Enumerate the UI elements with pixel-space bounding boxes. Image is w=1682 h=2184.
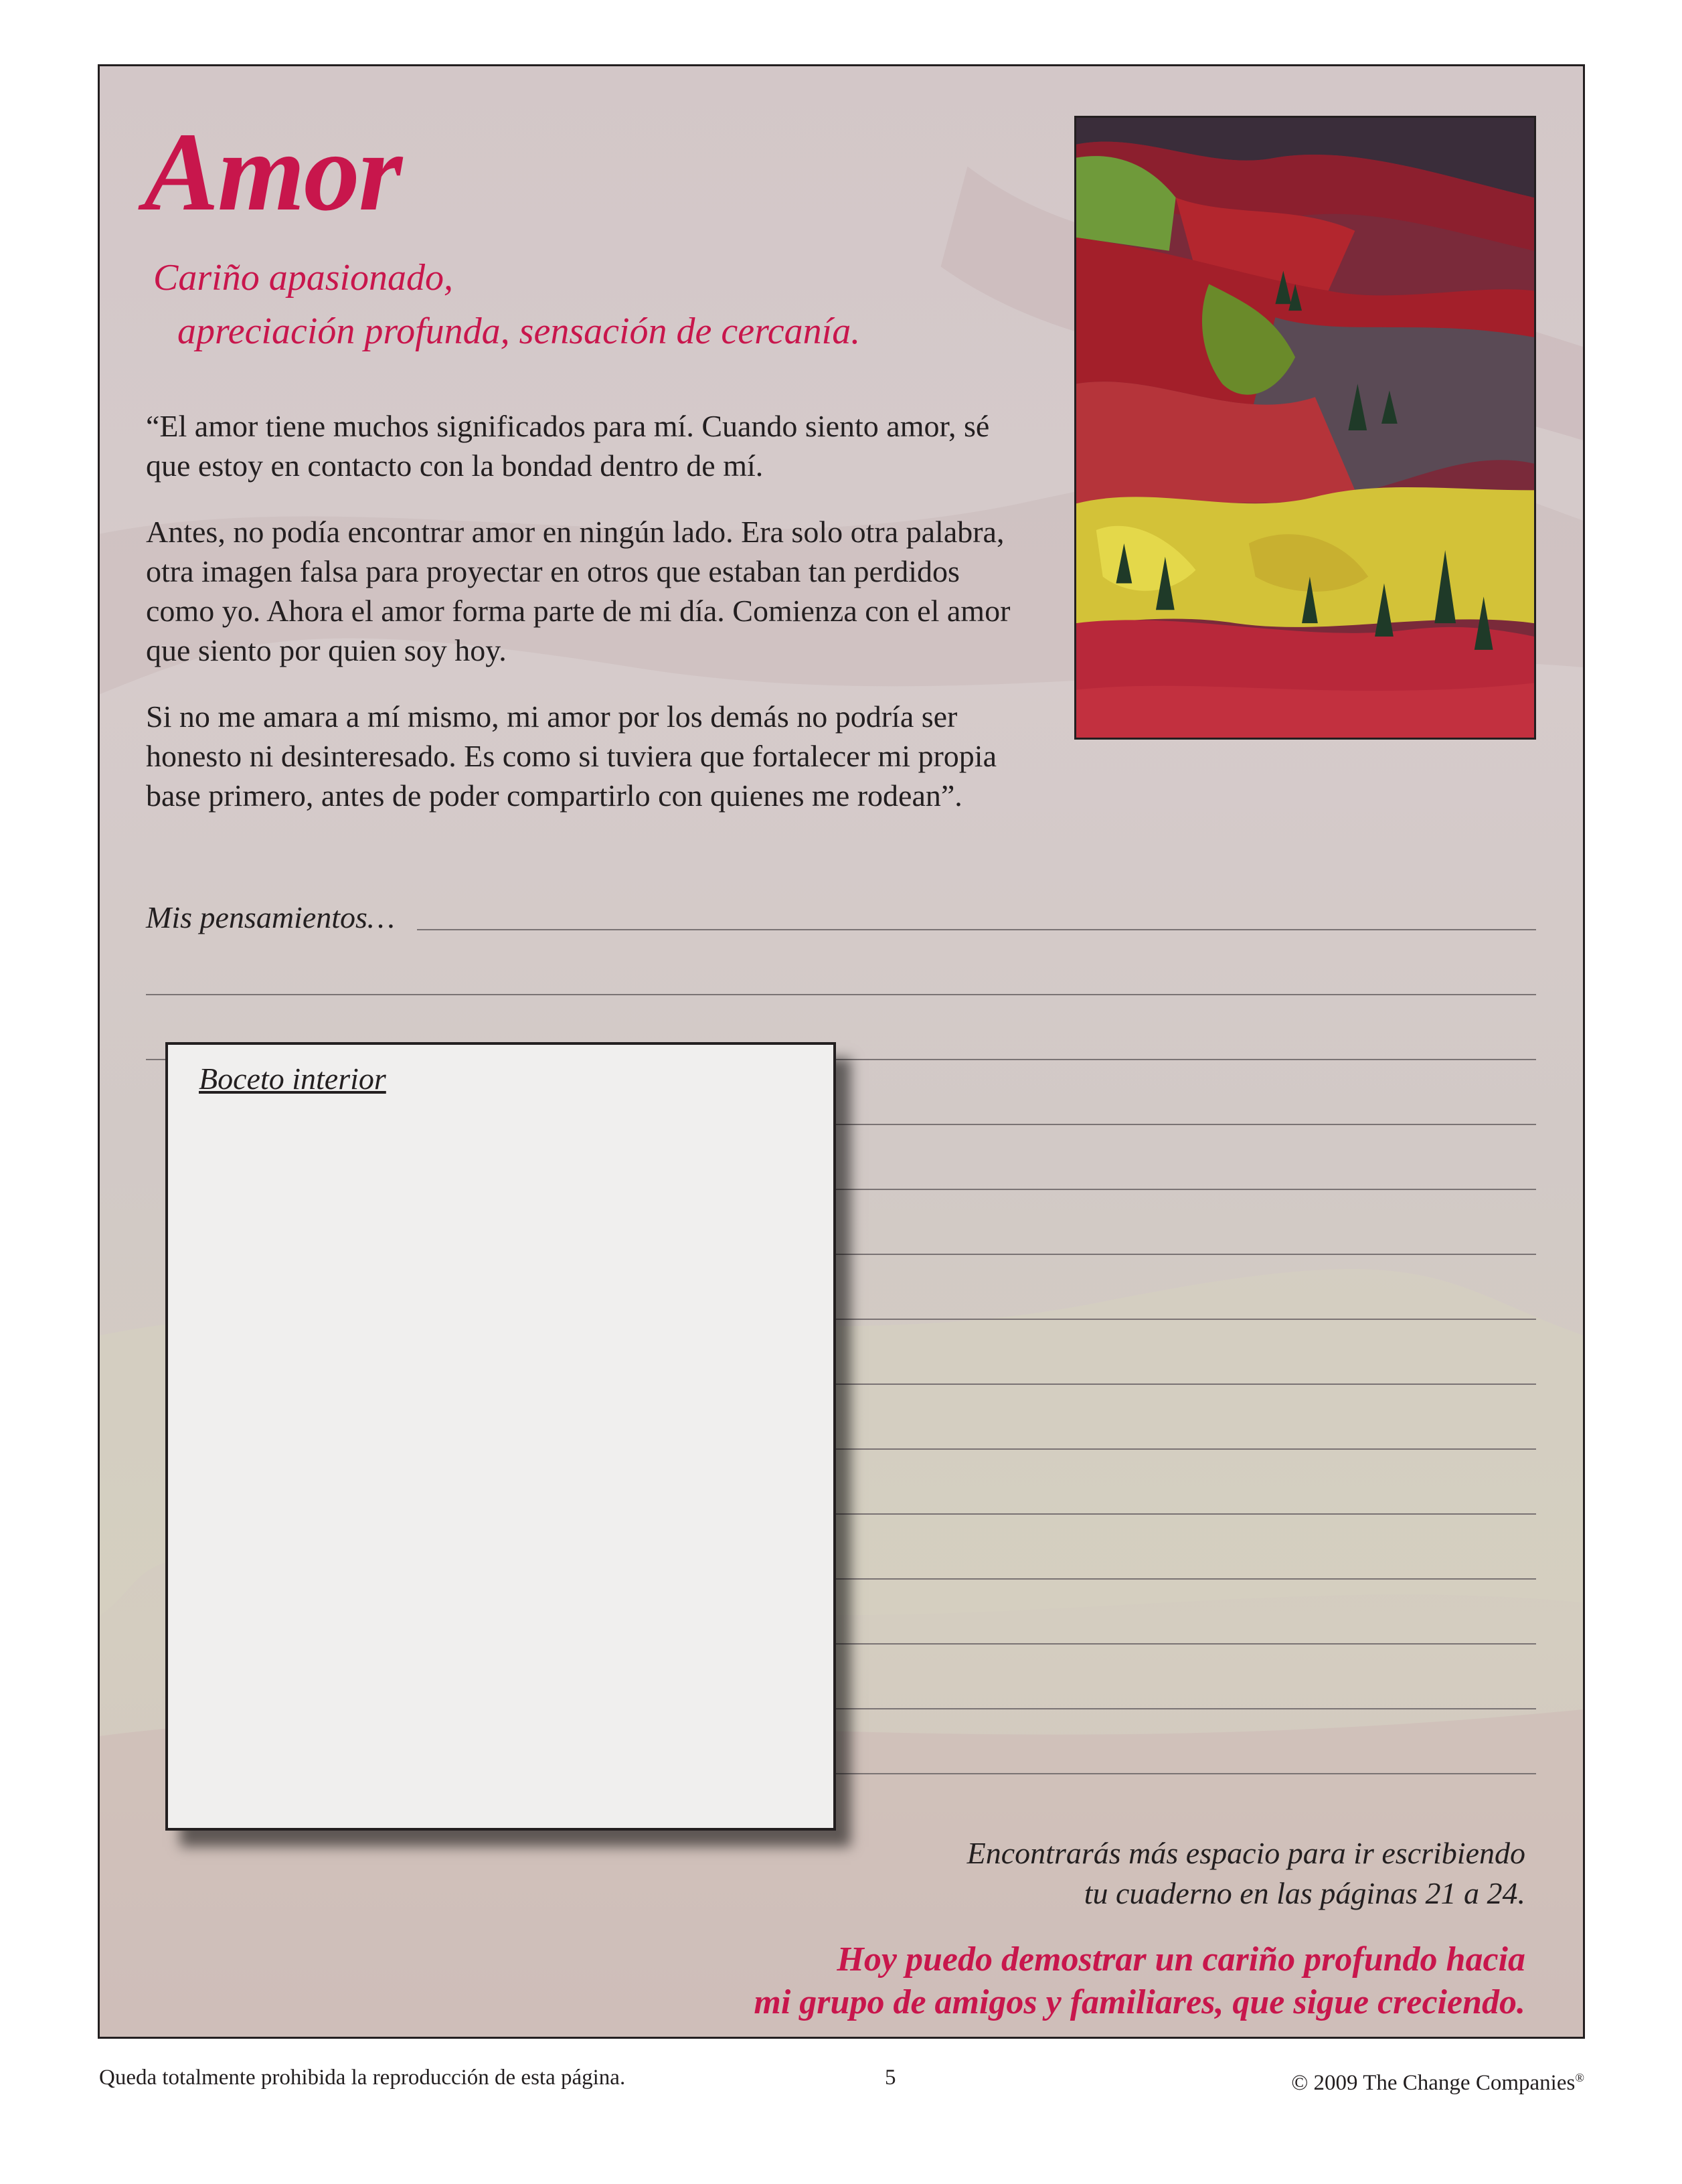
writing-line-7[interactable]	[836, 1319, 1536, 1320]
thoughts-label: Mis pensamientos…	[146, 900, 395, 934]
writing-line-4[interactable]	[836, 1124, 1536, 1125]
writing-line-1[interactable]	[417, 929, 1536, 930]
footer-notice: Queda totalmente prohibida la reproducción de esta página.	[99, 2066, 626, 2090]
inner-sketch-box[interactable]	[165, 1042, 836, 1831]
more-space-line-1: Encontrarás más espacio para ir escribiendo	[966, 1836, 1525, 1870]
subtitle-line-2: apreciación profunda, sensación de cercanía.	[177, 311, 861, 352]
more-space-note	[967, 1833, 1525, 1914]
page-subtitle	[153, 251, 860, 358]
writing-line-14[interactable]	[836, 1773, 1536, 1774]
page-number: 5	[885, 2066, 896, 2090]
quote-paragraph-3: Si no me amara a mí mismo, mi amor por los demás no podría ser honesto ni desinteresado. Es como si tuviera que fortalecer mi propia base primero, antes de poder compartirlo con quienes me rodean”.	[146, 699, 997, 813]
writing-line-5[interactable]	[836, 1189, 1536, 1190]
quote-body	[146, 406, 1029, 842]
writing-line-9[interactable]	[836, 1448, 1536, 1450]
more-space-line-2: tu cuaderno en las páginas 21 a 24.	[1084, 1876, 1525, 1910]
subtitle-line-1: Cariño apasionado,	[153, 257, 454, 299]
writing-line-11[interactable]	[836, 1578, 1536, 1580]
quote-paragraph-1: “El amor tiene muchos significados para mí. Cuando siento amor, sé que estoy en contacto con la bondad dentro de mí.	[146, 409, 990, 483]
writing-line-13[interactable]	[836, 1708, 1536, 1709]
copyright-text: © 2009 The Change Companies	[1291, 2071, 1576, 2095]
writing-line-6[interactable]	[836, 1254, 1536, 1255]
closing-affirmation	[754, 1938, 1525, 2024]
writing-line-10[interactable]	[836, 1513, 1536, 1515]
page-frame	[98, 64, 1585, 2039]
registered-mark: ®	[1575, 2071, 1584, 2084]
sketch-box-label: Boceto interior	[199, 1062, 386, 1096]
autumn-hillside-photo	[1074, 116, 1536, 740]
writing-line-2[interactable]	[146, 994, 1536, 995]
writing-line-8[interactable]	[836, 1383, 1536, 1385]
closing-line-2: mi grupo de amigos y familiares, que sigue creciendo.	[754, 1983, 1525, 2021]
quote-paragraph-2: Antes, no podía encontrar amor en ningún lado. Era solo otra palabra, otra imagen falsa para proyectar en otros que estaban tan perdidos como yo. Ahora el amor forma parte de mi día. Comienza con el amor que siento por quien soy hoy.	[146, 515, 1011, 667]
closing-line-1: Hoy puedo demostrar un cariño profundo hacia	[837, 1940, 1525, 1979]
page-title: Amor	[144, 110, 402, 234]
writing-line-12[interactable]	[836, 1643, 1536, 1645]
footer-copyright	[1291, 2064, 1584, 2096]
